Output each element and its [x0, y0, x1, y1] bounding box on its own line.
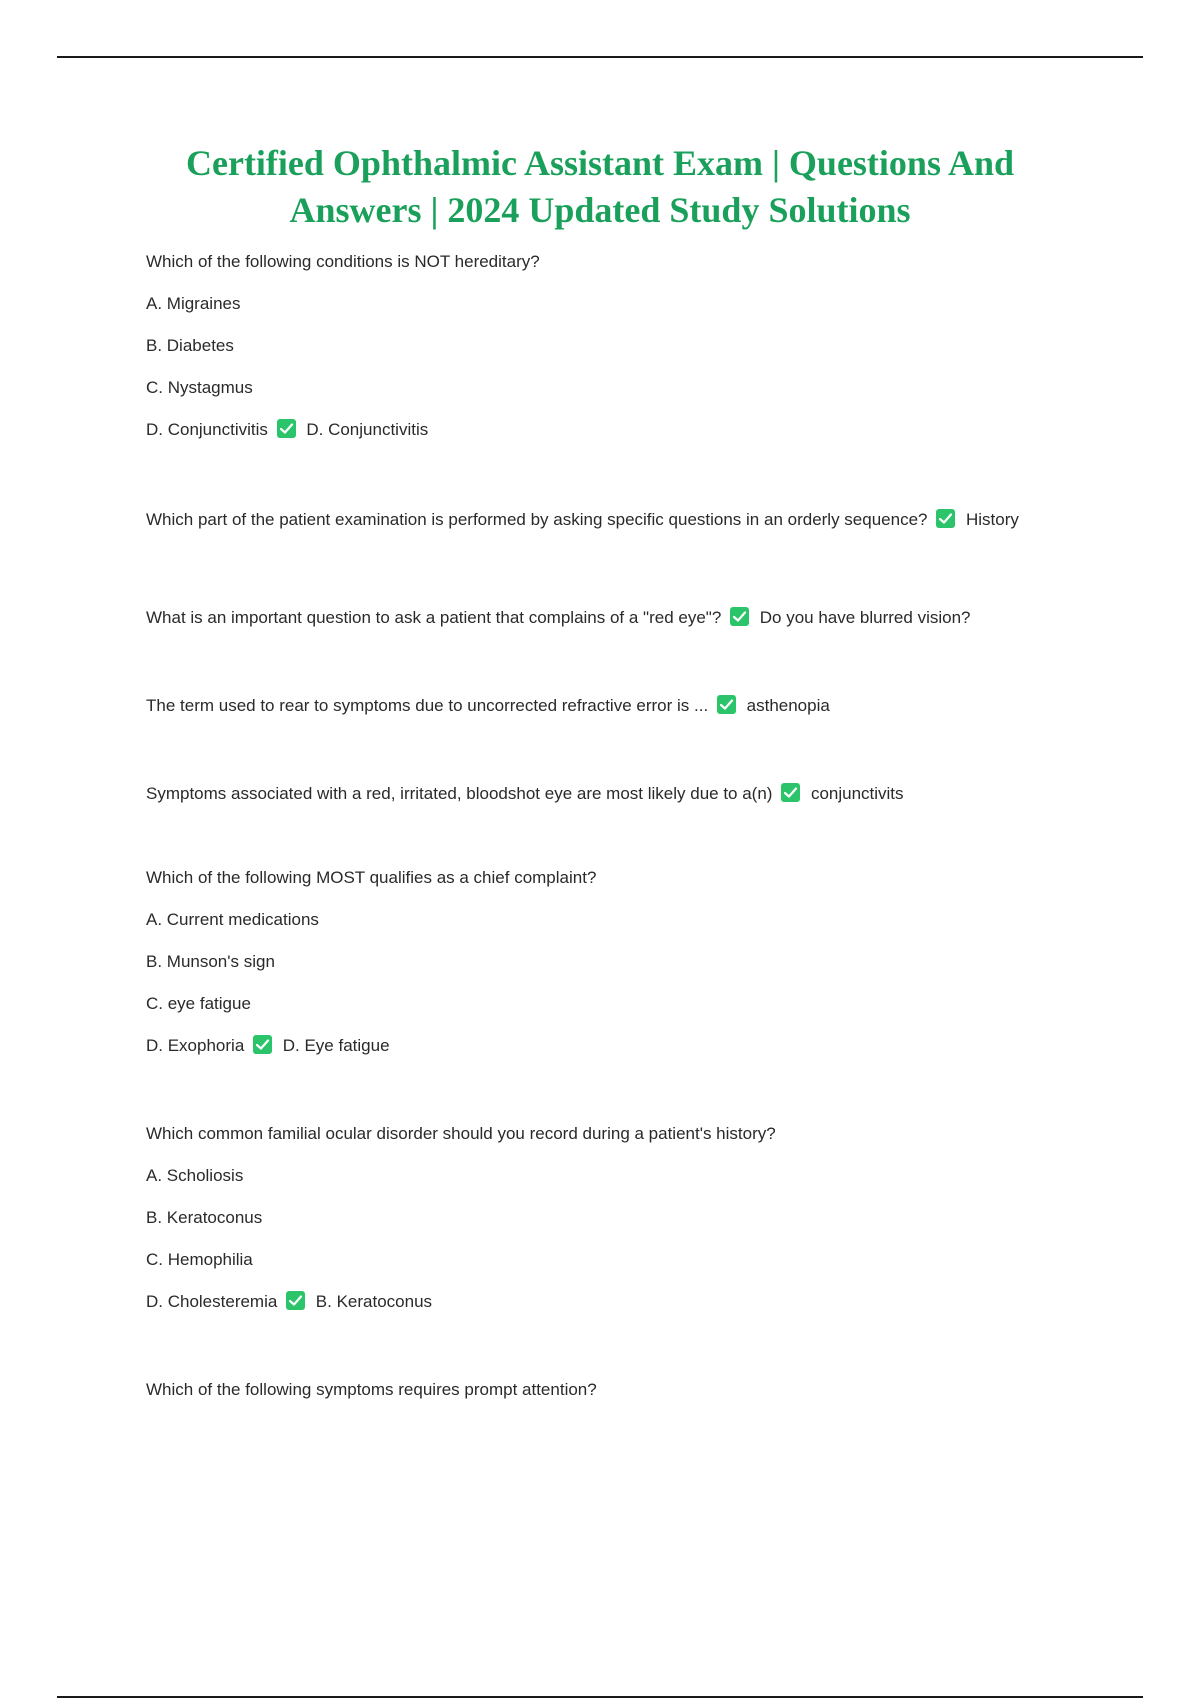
question-with-answer — [146, 606, 1066, 630]
answer-option: C. Hemophilia — [146, 1250, 253, 1269]
question-text: Which of the following symptoms requires prompt attention? — [146, 1380, 597, 1399]
question-block — [146, 1378, 1066, 1402]
answer-option-with-answer — [146, 1290, 1066, 1314]
question-block — [146, 694, 1066, 718]
correct-answer: D. Conjunctivitis — [306, 420, 429, 439]
answer-option: B. Keratoconus — [146, 1208, 263, 1227]
question-block — [146, 506, 1066, 534]
question-text: Which common familial ocular disorder should you record during a patient's history? — [146, 1124, 776, 1143]
question-text: Which part of the patient examination is performed by asking specific questions in an orderly sequence? — [146, 510, 928, 529]
answer-option: C. Nystagmus — [146, 378, 253, 397]
correct-answer: History — [965, 510, 1019, 529]
check-icon — [781, 783, 800, 802]
document-title: Certified Ophthalmic Assistant Exam | Questions And Answers | 2024 Updated Study Solutions — [185, 143, 1015, 230]
question-block — [146, 1122, 1066, 1314]
question-text: Which of the following MOST qualifies as a chief complaint? — [146, 868, 597, 887]
bottom-rule — [57, 1696, 1143, 1698]
answer-option-with-answer — [146, 1034, 1066, 1058]
correct-answer: conjunctivits — [810, 784, 904, 803]
question-block — [146, 606, 1066, 630]
answer-option: A. Current medications — [146, 910, 319, 929]
answer-option: D. Conjunctivitis — [146, 420, 268, 439]
question-with-answer — [146, 694, 1066, 718]
correct-answer: D. Eye fatigue — [282, 1036, 390, 1055]
correct-answer: Do you have blurred vision? — [759, 608, 971, 627]
question-text: Which of the following conditions is NOT hereditary? — [146, 252, 540, 271]
question-text: What is an important question to ask a patient that complains of a "red eye"? — [146, 608, 722, 627]
question-with-answer — [146, 782, 1066, 806]
question-text: The term used to rear to symptoms due to uncorrected refractive error is ... — [146, 696, 709, 715]
check-icon — [253, 1035, 272, 1054]
document-body — [146, 250, 1066, 1466]
check-icon — [717, 695, 736, 714]
question-with-answer — [146, 506, 1066, 534]
top-rule — [57, 56, 1143, 58]
answer-option: A. Scholiosis — [146, 1166, 244, 1185]
answer-option: B. Diabetes — [146, 336, 234, 355]
question-block — [146, 782, 1066, 806]
answer-option: A. Migraines — [146, 294, 241, 313]
check-icon — [277, 419, 296, 438]
answer-option: D. Cholesteremia — [146, 1292, 278, 1311]
correct-answer: B. Keratoconus — [315, 1292, 433, 1311]
question-block — [146, 250, 1066, 442]
answer-option: B. Munson's sign — [146, 952, 275, 971]
question-block — [146, 866, 1066, 1058]
check-icon — [936, 509, 955, 528]
check-icon — [286, 1291, 305, 1310]
check-icon — [730, 607, 749, 626]
answer-option-with-answer — [146, 418, 1066, 442]
answer-option: D. Exophoria — [146, 1036, 245, 1055]
question-text: Symptoms associated with a red, irritated, bloodshot eye are most likely due to a(n) — [146, 784, 773, 803]
correct-answer: asthenopia — [746, 696, 830, 715]
answer-option: C. eye fatigue — [146, 994, 251, 1013]
